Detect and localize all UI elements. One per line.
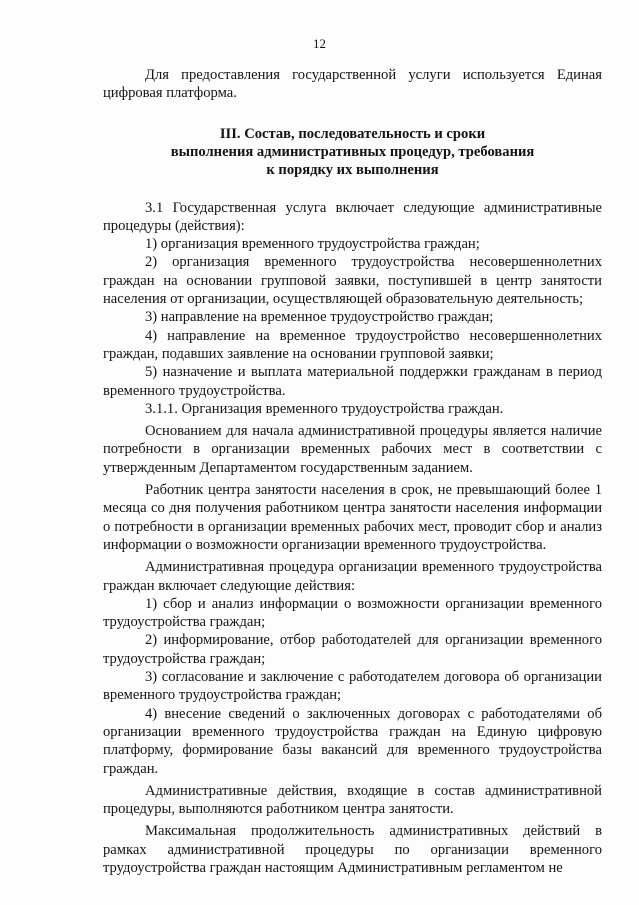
section-title	[103, 125, 602, 179]
intro-paragraph: Для предоставления государственной услуги используется Единая цифровая платформа.	[103, 67, 602, 102]
paragraph: 1) организация временного трудоустройства граждан;	[145, 236, 480, 253]
paragraph: Административная процедура организации временного трудоустройства граждан включает следующие действия:	[103, 559, 602, 594]
section-title-line: III. Состав, последовательность и сроки	[219, 125, 486, 142]
paragraph: 2) организация временного трудоустройства несовершеннолетних граждан на основании групповой заявки, поступившей в центр занятости населения от организации, осуществляющей образовательную деятельность;	[103, 254, 602, 308]
paragraph: 3) согласование и заключение с работодателем договора об организации временного трудоустройства граждан;	[103, 669, 602, 704]
paragraph: 3) направление на временное трудоустройство граждан;	[145, 309, 494, 326]
paragraph: 2) информирование, отбор работодателей для организации временного трудоустройства граждан;	[103, 632, 602, 667]
paragraph: Основанием для начала административной процедуры является наличие потребности в организации временных рабочих мест в соответствии с утвержденным Департаментом государственным заданием.	[103, 423, 602, 476]
paragraph: Административные действия, входящие в состав административной процедуры, выполняются работником центра занятости.	[103, 782, 602, 818]
paragraph: 3.1.1. Организация временного трудоустройства граждан.	[145, 400, 504, 417]
section-title-line: выполнения административных процедур, требования	[170, 143, 535, 160]
paragraph: 5) назначение и выплата материальной поддержки гражданам в период временного трудоустройства.	[103, 364, 602, 399]
section-title-line: к порядку их выполнения	[266, 161, 439, 178]
paragraph: Работник центра занятости населения в срок, не превышающий более 1 месяца со дня получения работником центра занятости населения информации о потребности в организации временных рабочих мест, проводит сбор и анализ информации о возможности организации временного трудоустройства.	[103, 482, 602, 553]
page-body	[103, 66, 602, 877]
paragraph: 1) сбор и анализ информации о возможности организации временного трудоустройства граждан;	[103, 595, 602, 631]
paragraph: 3.1 Государственная услуга включает следующие административные процедуры (действия):	[103, 199, 602, 234]
page-number: 12	[313, 36, 326, 51]
paragraph: Максимальная продолжительность административных действий в рамках административной процедуры по организации временного трудоустройства граждан настоящим Административным регламентом не	[103, 823, 602, 876]
paragraph: 4) направление на временное трудоустройство несовершеннолетних граждан, подавших заявление на основании групповой заявки;	[103, 327, 602, 362]
paragraph: 4) внесение сведений о заключенных договорах с работодателями об организации временного трудоустройства граждан на Единую цифровую платформу, формирование базы вакансий для временного трудоустройства граждан.	[103, 705, 602, 777]
